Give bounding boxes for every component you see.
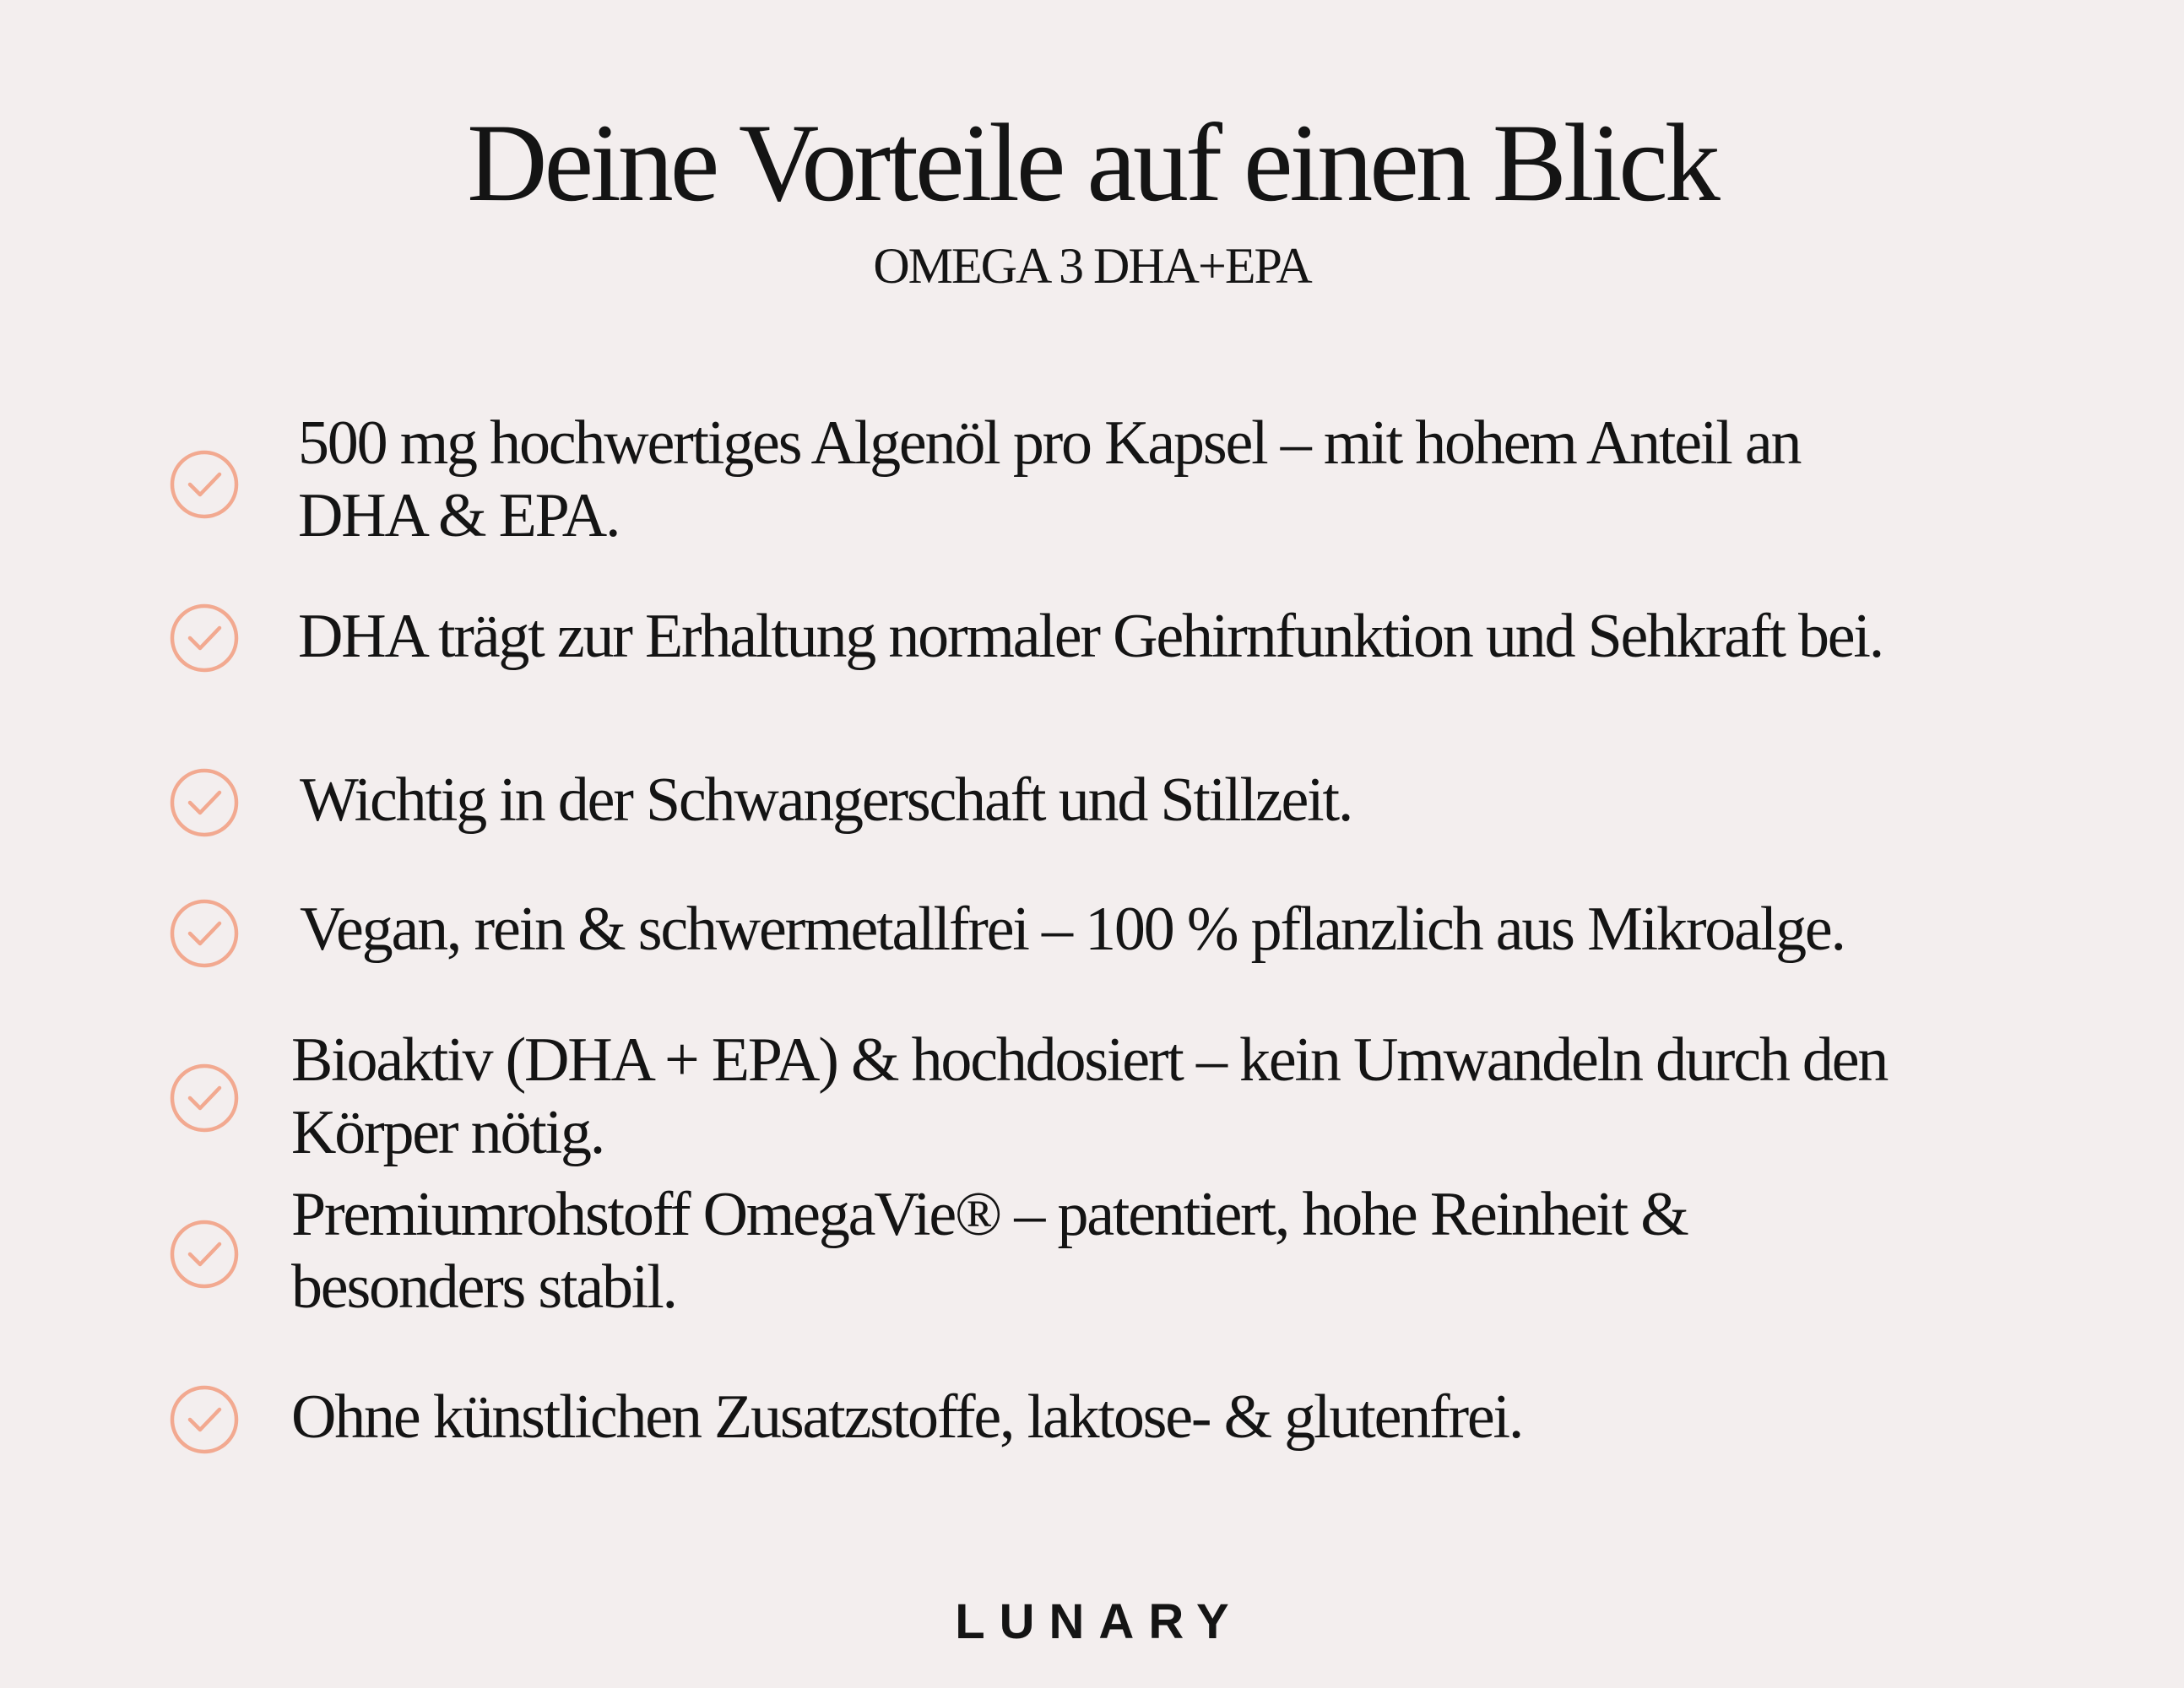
check-circle-icon — [169, 1384, 240, 1455]
benefit-text-line: Premiumrohstoff OmegaVie® – patentiert, hohe Reinheit & — [291, 1180, 1688, 1249]
check-circle-icon — [169, 1063, 240, 1133]
benefit-text-line: 500 mg hochwertiges Algenöl pro Kapsel – mit hohem Anteil an — [298, 408, 1801, 478]
page-subtitle: OMEGA 3 DHA+EPA — [873, 238, 1311, 294]
benefit-text-line: Ohne künstlichen Zusatzstoffe, laktose- & glutenfrei. — [291, 1382, 1523, 1452]
benefit-text — [291, 1381, 2184, 1453]
benefit-text — [291, 1024, 2184, 1169]
check-circle-icon — [169, 603, 240, 674]
benefit-text — [300, 893, 2184, 966]
benefit-text — [298, 600, 2184, 673]
benefit-text-line: besonders stabil. — [291, 1252, 676, 1322]
check-circle-icon — [169, 898, 240, 969]
benefit-text — [298, 407, 2184, 552]
brand-logo: LUNARY — [955, 1594, 1244, 1649]
benefit-text-line: Wichtig in der Schwangerschaft und Stillzeit. — [300, 766, 1352, 835]
check-circle-icon — [169, 1219, 240, 1290]
benefit-text-line: Körper nötig. — [291, 1098, 604, 1167]
benefit-text-line: DHA trägt zur Erhaltung normaler Gehirnfunktion und Sehkraft bei. — [298, 602, 1883, 671]
benefit-text-line: DHA & EPA. — [298, 481, 620, 550]
benefit-text-line: Bioaktiv (DHA + EPA) & hochdosiert – kein Umwandeln durch den — [291, 1025, 1888, 1095]
benefit-text-line: Vegan, rein & schwermetallfrei – 100 % pflanzlich aus Mikroalge. — [300, 895, 1845, 964]
check-circle-icon — [169, 449, 240, 520]
benefit-text — [291, 1178, 2184, 1323]
check-circle-icon — [169, 767, 240, 838]
page-title: Deine Vorteile auf einen Blick — [467, 100, 1717, 225]
benefit-text — [300, 764, 2184, 836]
